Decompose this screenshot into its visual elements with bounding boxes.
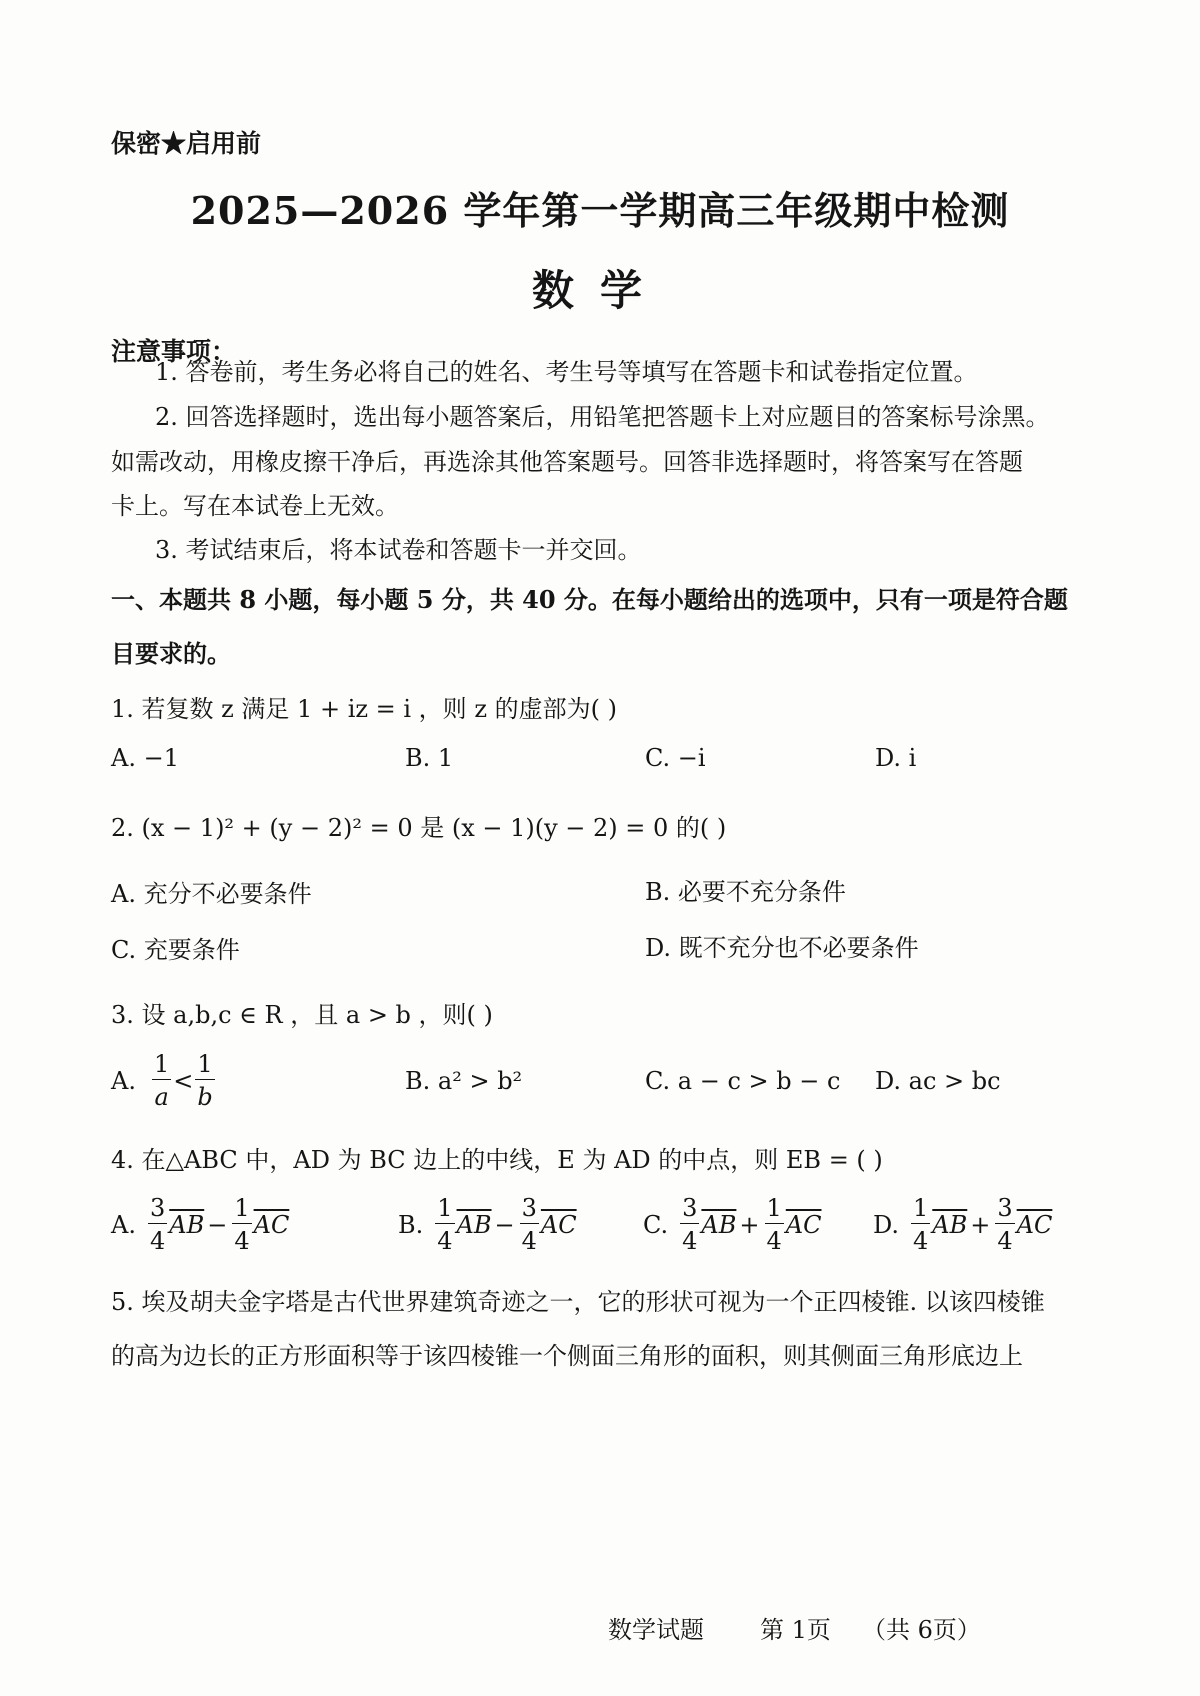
numerator: 3	[521, 1194, 537, 1222]
exam-title: 2025—2026 学年第一学期高三年级期中检测	[190, 188, 1010, 233]
fraction	[765, 1196, 784, 1253]
numerator: 1	[197, 1050, 213, 1078]
vector-ab: $\overline{AB}$	[456, 1210, 492, 1239]
footer-subject: 数学试题	[608, 1616, 704, 1644]
vector-ac: $\overline{AC}$	[540, 1210, 577, 1239]
numerator: 1	[437, 1194, 453, 1222]
question-1-option-d: D. i	[875, 744, 917, 772]
operator: +	[970, 1210, 991, 1239]
confidential-label: 保密★启用前	[111, 129, 262, 158]
question-4-stem: 4. 在△ABC 中，AD 为 BC 边上的中线，E 为 AD 的中点，则 EB = ( )	[111, 1146, 883, 1174]
option-a-label: A.	[111, 1210, 136, 1239]
vector-ac: $\overline{AC}$	[253, 1210, 290, 1239]
question-1-option-b: B. 1	[405, 744, 454, 772]
fraction	[995, 1196, 1014, 1253]
question-1-stem: 1. 若复数 z 满足 1 + iz = i ，则 z 的虚部为( )	[111, 695, 617, 723]
vector-ab: $\overline{AB}$	[169, 1210, 205, 1239]
question-2-option-b: B. 必要不充分条件	[645, 878, 846, 906]
denominator: 4	[997, 1227, 1013, 1255]
question-3-option-d: D. ac > bc	[875, 1067, 1001, 1095]
denominator: 4	[913, 1227, 929, 1255]
note-item-1: 1. 答卷前，考生务必将自己的姓名、考生号等填写在答题卡和试卷指定位置。	[155, 358, 978, 386]
option-c-label: C.	[643, 1210, 669, 1239]
vector-ab: $\overline{AB}$	[701, 1210, 737, 1239]
note-item-2-line-1: 2. 回答选择题时，选出每小题答案后，用铅笔把答题卡上对应题目的答案标号涂黑。	[155, 403, 1050, 431]
question-2-stem: 2. (x − 1)² + (y − 2)² = 0 是 (x − 1)(y − 2) = 0 的( )	[111, 814, 727, 842]
fraction	[435, 1196, 454, 1253]
question-5-stem-line-1: 5. 埃及胡夫金字塔是古代世界建筑奇迹之一，它的形状可视为一个正四棱锥. 以该四棱锥	[111, 1288, 1045, 1316]
question-3-option-c: C. a − c > b − c	[645, 1067, 841, 1095]
subject-title: 数学	[531, 266, 668, 315]
question-3-stem: 3. 设 a,b,c ∈ R ，且 a > b ，则( )	[111, 1001, 493, 1029]
option-a-label: A.	[111, 1066, 136, 1095]
question-4-option-c	[643, 1196, 821, 1253]
section-1-instructions-line-1: 一、本题共 8 小题，每小题 5 分，共 40 分。在每小题给出的选项中，只有一项是符合题	[111, 585, 1068, 614]
denominator: 4	[149, 1227, 166, 1255]
question-1-option-a: A. −1	[111, 744, 179, 772]
denominator: 4	[234, 1227, 250, 1255]
fraction-1-over-b	[195, 1052, 214, 1109]
fraction	[680, 1196, 699, 1253]
denominator: 4	[521, 1227, 537, 1255]
denominator: 4	[437, 1227, 453, 1255]
footer-page-number: 第 1页	[760, 1616, 831, 1644]
numerator: 3	[149, 1194, 166, 1222]
question-3-option-a	[111, 1052, 217, 1109]
vector-ac: $\overline{AC}$	[785, 1210, 822, 1239]
numerator: 1	[234, 1194, 250, 1222]
option-d-label: D.	[873, 1210, 900, 1239]
question-2-option-a: A. 充分不必要条件	[111, 880, 312, 908]
numerator: 3	[997, 1194, 1013, 1222]
fraction	[148, 1196, 167, 1253]
question-4-option-d	[873, 1196, 1052, 1253]
question-5-stem-line-2: 的高为边长的正方形面积等于该四棱锥一个侧面三角形的面积，则其侧面三角形底边上	[111, 1342, 1023, 1370]
question-2-option-d: D. 既不充分也不必要条件	[645, 934, 919, 962]
note-item-2-line-3: 卡上。写在本试卷上无效。	[111, 492, 399, 520]
numerator: 3	[682, 1194, 698, 1222]
denominator: a	[154, 1083, 169, 1111]
question-4-option-b	[398, 1196, 577, 1253]
denominator: b	[197, 1083, 213, 1111]
fraction	[520, 1196, 539, 1253]
question-2-option-c: C. 充要条件	[111, 936, 240, 964]
operator: −	[207, 1210, 228, 1239]
denominator: 4	[682, 1227, 698, 1255]
denominator: 4	[766, 1227, 782, 1255]
option-b-label: B.	[398, 1210, 424, 1239]
fraction-1-over-a	[152, 1052, 171, 1109]
question-3-option-b: B. a² > b²	[405, 1067, 523, 1095]
question-1-option-c: C. −i	[645, 744, 706, 772]
section-1-instructions-line-2: 目要求的。	[111, 639, 231, 668]
fraction	[911, 1196, 930, 1253]
fraction	[232, 1196, 251, 1253]
question-4-option-a	[111, 1196, 289, 1253]
vector-ab: $\overline{AB}$	[932, 1210, 968, 1239]
operator: +	[739, 1210, 760, 1239]
less-than-operator: <	[173, 1066, 194, 1095]
operator: −	[494, 1210, 515, 1239]
vector-ac: $\overline{AC}$	[1016, 1210, 1053, 1239]
footer-total-pages: （共 6页）	[862, 1616, 981, 1644]
note-item-2-line-2: 如需改动，用橡皮擦干净后，再选涂其他答案题号。回答非选择题时，将答案写在答题	[111, 448, 1023, 476]
numerator: 1	[153, 1050, 170, 1078]
notes-heading: 注意事项：	[111, 337, 237, 366]
note-item-3: 3. 考试结束后，将本试卷和答题卡一并交回。	[155, 536, 642, 564]
numerator: 1	[766, 1194, 782, 1222]
numerator: 1	[913, 1194, 929, 1222]
